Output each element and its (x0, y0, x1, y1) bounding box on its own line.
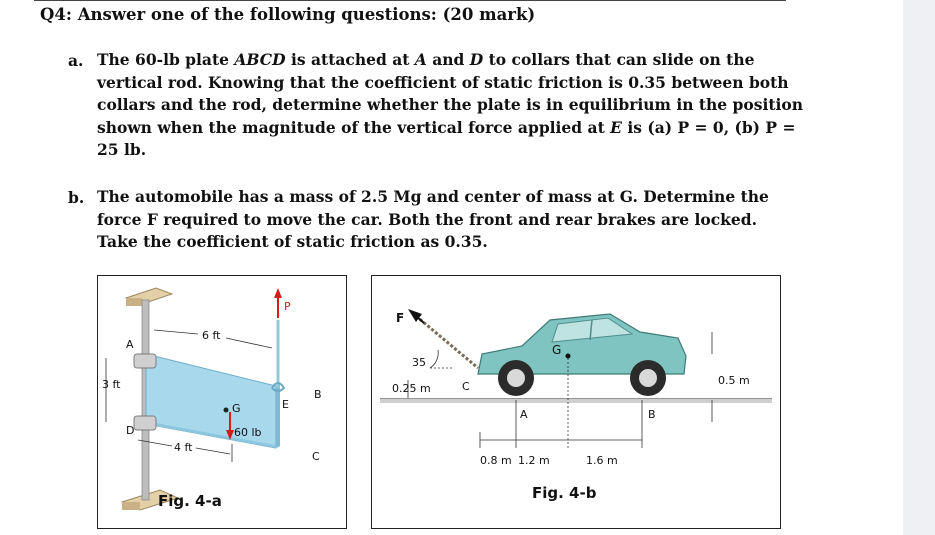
part-b-line-2: force F required to move the car. Both the front and rear brakes are locked. (97, 209, 758, 229)
point-e-label: E (282, 398, 289, 411)
dim-d3-label: 1.6 m (586, 454, 618, 467)
point-g-label: G (232, 402, 241, 415)
part-b-line-3: Take the coefficient of static friction as 0.35. (97, 232, 488, 251)
point-g-label: G (552, 343, 562, 357)
point-c-label: C (312, 450, 320, 463)
point-d-label: D (126, 424, 135, 437)
part-a-line-3: collars and the rod, determine whether the plate is in equilibrium in the position (97, 95, 803, 114)
part-b-label: b. (68, 188, 85, 207)
force-f-label: F (396, 311, 405, 325)
point-a-label: A (126, 338, 134, 351)
question-title: Q4: Answer one of the following questions: (20 mark) (40, 5, 536, 24)
dim-width-label: 6 ft (202, 329, 221, 342)
dim-d2-label: 1.2 m (518, 454, 550, 467)
figure-4a (97, 275, 347, 529)
part-a-text (97, 49, 803, 162)
figure-4a-caption: Fig. 4-a (158, 492, 222, 510)
part-b-text (97, 186, 769, 254)
part-a-label: a. (68, 51, 84, 70)
dim-height-label: 3 ft (102, 378, 121, 391)
point-a-label: A (520, 408, 528, 421)
cg-height-label: 0.5 m (718, 374, 750, 387)
plate-diagram (98, 276, 346, 528)
force-p-label: P (284, 300, 291, 313)
top-rule (34, 0, 786, 1)
point-b-label: B (648, 408, 656, 421)
right-sidebar (903, 0, 935, 535)
part-a-line-4: shown when the magnitude of the vertical force applied at E is (a) P = 0, (b) P = (97, 117, 796, 137)
part-b-line-1: The automobile has a mass of 2.5 Mg and center of mass at G. Determine the (97, 187, 769, 206)
figure-4b (371, 275, 781, 529)
point-c-label: C (462, 380, 470, 393)
part-a-line-1: The 60-lb plate ABCD is attached at A and D to collars that can slide on the (97, 50, 755, 69)
weight-label: 60 lb (234, 426, 262, 439)
part-a-line-2: vertical rod. Knowing that the coefficient of static friction is 0.35 between both (97, 72, 789, 92)
part-a-line-5: 25 lb. (97, 140, 147, 159)
point-b-label: B (314, 388, 322, 401)
dim-offset-label: 4 ft (174, 441, 193, 454)
hitch-height-label: 0.25 m (392, 382, 431, 395)
angle-label: 35 (412, 356, 426, 369)
figure-4b-caption: Fig. 4-b (532, 484, 597, 502)
dim-d1-label: 0.8 m (480, 454, 512, 467)
